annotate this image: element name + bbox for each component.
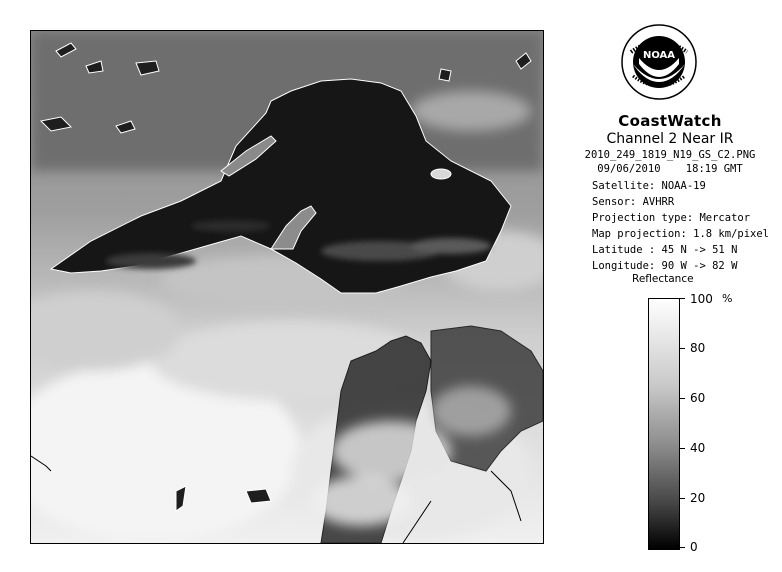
tick-label-60: 60 — [690, 391, 706, 405]
michipicoten-island — [431, 169, 451, 179]
tick-label-0: 0 — [690, 540, 698, 554]
sensor-label: Sensor: AVHRR — [592, 196, 675, 208]
image-datetime: 09/06/2010 18:19 GMT — [597, 163, 743, 175]
colorbar-tick — [679, 348, 685, 349]
tick-label-80: 80 — [690, 341, 706, 355]
image-info-panel — [560, 112, 780, 175]
colorbar-tick — [679, 448, 685, 449]
map-projection-label: Map projection: 1.8 km/pixel — [592, 228, 770, 240]
legend-title: Reflectance — [632, 273, 694, 285]
tick-label-20: 20 — [690, 491, 706, 505]
tick-label-100: 100 — [690, 292, 713, 306]
projection-type-label: Projection type: Mercator — [592, 212, 751, 224]
latitude-label: Latitude : 45 N -> 51 N — [592, 244, 738, 256]
satellite-label: Satellite: NOAA-19 — [592, 180, 706, 192]
colorbar-tick — [679, 547, 685, 548]
noaa-logo — [621, 24, 697, 100]
colorbar-tick — [679, 398, 685, 399]
logo-text: NOAA — [642, 50, 676, 61]
image-filename: 2010_249_1819_N19_GS_C2.PNG — [584, 149, 756, 161]
satellite-map-svg — [31, 31, 543, 543]
colorbar-tick — [679, 298, 685, 299]
longitude-label: Longitude: 90 W -> 82 W — [592, 260, 738, 272]
channel-subtitle: Channel 2 Near IR — [606, 131, 734, 147]
legend-unit: % — [722, 292, 733, 305]
satellite-image — [30, 30, 544, 544]
tick-label-40: 40 — [690, 441, 706, 455]
colorbar-tick — [679, 498, 685, 499]
app-title: CoastWatch — [618, 112, 722, 130]
reflectance-colorbar — [648, 298, 680, 550]
